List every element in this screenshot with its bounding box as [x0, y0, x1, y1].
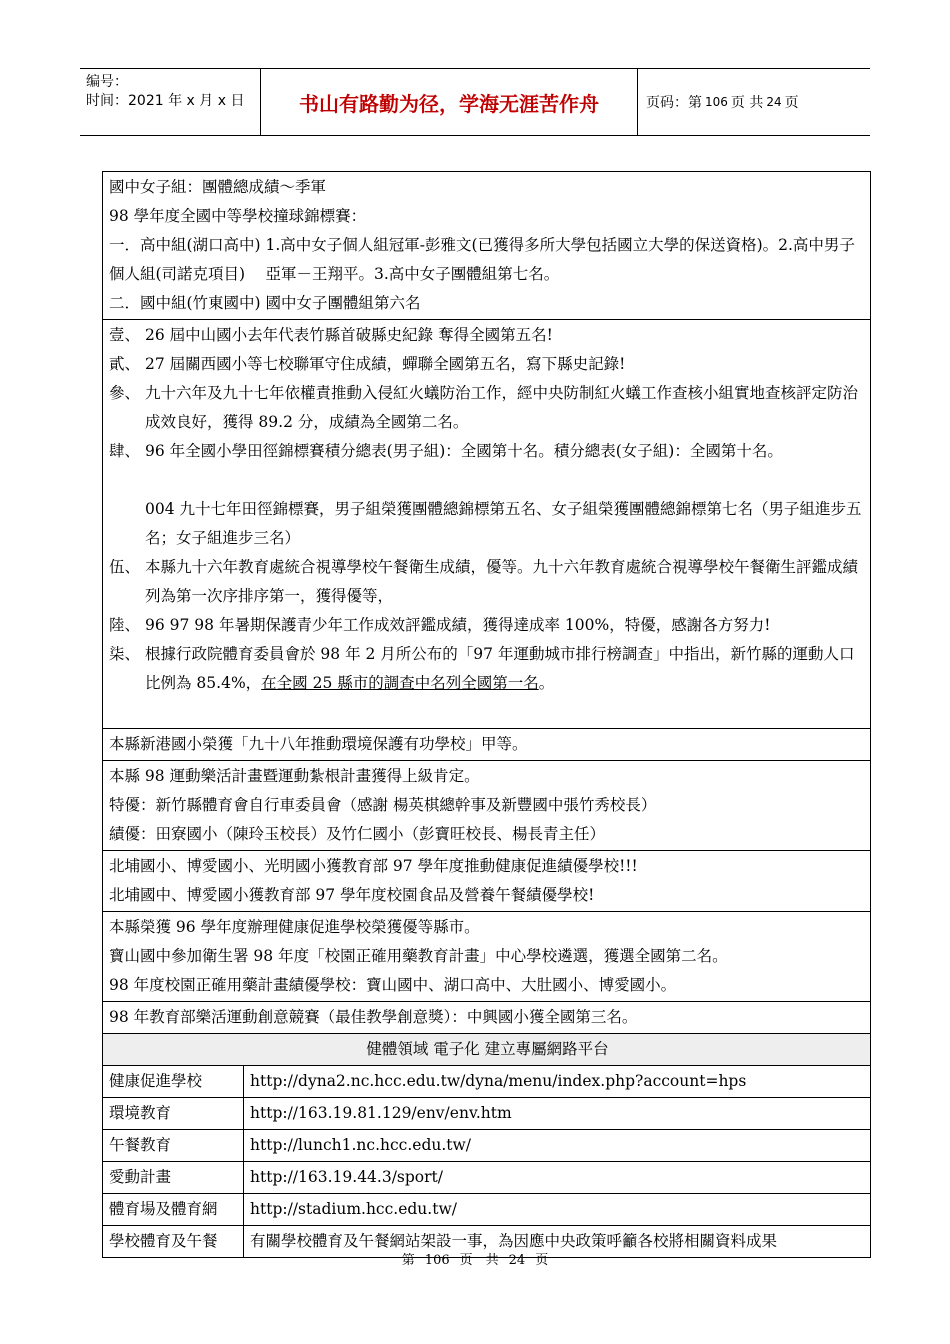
text-line: 寶山國中參加衛生署 98 年度「校園正確用藥教育計畫」中心學校遴選，獲選全國第二名。 [109, 947, 728, 965]
table-row [103, 761, 871, 851]
list-item [109, 350, 866, 379]
item-text: 26 屆中山國小去年代表竹縣首破縣史紀錄 奪得全國第五名! [145, 326, 553, 344]
text-line: 北埔國中、博愛國小獲教育部 97 學年度校園食品及營養午餐績優學校! [109, 886, 595, 904]
item-text-underlined: 在全國 25 縣市的調查中名列全國第一名 [261, 674, 539, 692]
link-label: 健康促進學校 [103, 1066, 244, 1098]
item-marker: 貳、 [109, 355, 141, 373]
item-marker: 壹、 [109, 326, 141, 344]
sports-plan-section [103, 761, 871, 851]
list-item [109, 640, 866, 698]
link-label: 愛動計畫 [103, 1162, 244, 1194]
sub-item-text: 004 九十七年田徑錦標賽，男子組榮獲團體總錦標第五名、女子組榮獲團體總錦標第七名（男子組進步五名；女子組進步三名） [145, 500, 862, 547]
link-url[interactable]: http://dyna2.nc.hcc.edu.tw/dyna/menu/index.php?account=hps [244, 1066, 871, 1098]
footer-page: 106 [424, 1253, 450, 1268]
list-item [109, 437, 866, 466]
footer-mid: 页 共 [459, 1253, 499, 1268]
page-footer [0, 1249, 950, 1268]
table-row [103, 851, 871, 912]
header-meta [80, 69, 260, 135]
link-url[interactable]: http://lunch1.nc.hcc.edu.tw/ [244, 1130, 871, 1162]
spacer [109, 698, 866, 727]
link-row [103, 1162, 871, 1194]
list-item [109, 553, 866, 611]
header-motto: 书山有路勤为径，学海无涯苦作舟 [260, 69, 638, 135]
numbered-achievements [103, 320, 871, 729]
item-text: 96 年全國小學田徑錦標賽積分總表(男子組)：全國第十名。積分總表(女子組)：全國第十名。 [145, 442, 783, 460]
billiards-section [103, 172, 871, 320]
text-line: 二．國中組(竹東國中) 國中女子團體組第六名 [109, 294, 421, 312]
platform-title: 健體領域 電子化 建立專屬網路平台 [103, 1034, 871, 1066]
link-row [103, 1130, 871, 1162]
link-url[interactable]: http://163.19.81.129/env/env.htm [244, 1098, 871, 1130]
item-text [145, 640, 866, 698]
table-row [103, 1034, 871, 1066]
page-suffix: 页 [784, 95, 799, 111]
health-schools-section [103, 851, 871, 912]
text-line: 國中女子組：團體總成績～季軍 [109, 178, 327, 196]
text-line: 特優：新竹縣體育會自行車委員會（感謝 楊英棋總幹事及新豐國中張竹秀校長） [109, 796, 657, 814]
time-label: 时间：2021 年 x 月 x 日 [86, 93, 245, 109]
link-url[interactable]: http://163.19.44.3/sport/ [244, 1162, 871, 1194]
page-prefix: 页码：第 [646, 95, 702, 111]
list-item [109, 321, 866, 350]
link-label: 環境教育 [103, 1098, 244, 1130]
text-line: 本縣 98 運動樂活計畫暨運動紮根計畫獲得上級肯定。 [109, 767, 480, 785]
link-description: 有關學校體育及午餐網站架設一事，為因應中央政策呼籲各校將相關資料成果 [244, 1226, 871, 1258]
table-row [103, 912, 871, 1002]
footer-prefix: 第 [401, 1253, 415, 1268]
list-item [109, 379, 866, 437]
item-marker: 肆、 [109, 442, 141, 460]
health-promotion-section [103, 912, 871, 1002]
item-text: 27 屆關西國小等七校聯軍守住成績，蟬聯全國第五名，寫下縣史記錄! [145, 355, 626, 373]
footer-total: 24 [508, 1253, 526, 1268]
item-marker: 伍、 [109, 558, 141, 576]
page-header [80, 68, 870, 136]
text-line: 本縣榮獲 96 學年度辦理健康促進學校榮獲優等縣市。 [109, 918, 480, 936]
link-row [103, 1066, 871, 1098]
item-marker: 陸、 [109, 616, 141, 634]
achievements-table [102, 171, 871, 1258]
link-url[interactable]: http://stadium.hcc.edu.tw/ [244, 1194, 871, 1226]
item-text-end: 。 [538, 674, 555, 692]
item-text: 九十六年及九十七年依權責推動入侵紅火蟻防治工作，經中央防制紅火蟻工作查核小組實地查核評定防治成效良好，獲得 89.2 分，成績為全國第二名。 [145, 384, 859, 431]
link-row [103, 1098, 871, 1130]
footer-suffix: 页 [535, 1253, 549, 1268]
text-line: 北埔國小、博愛國小、光明國小獲教育部 97 學年度推動健康促進績優學校!!! [109, 857, 638, 875]
list-item [109, 611, 866, 640]
link-label: 體育場及體育網 [103, 1194, 244, 1226]
code-label: 编号： [86, 74, 128, 90]
link-label: 學校體育及午餐 [103, 1226, 244, 1258]
item-text: 本縣九十六年教育處統合視導學校午餐衛生成績，優等。九十六年教育處統合視導學校午餐衛生評鑑成績列為第一次序排序第一，獲得優等， [145, 558, 859, 605]
table-row [103, 320, 871, 729]
text-line: 98 學年度全國中等學校撞球錦標賽： [109, 207, 367, 225]
page-number: 106 [705, 95, 728, 109]
link-label: 午餐教育 [103, 1130, 244, 1162]
link-row [103, 1194, 871, 1226]
item-text: 96 97 98 年暑期保護青少年工作成效評鑑成績，獲得達成率 100%，特優，感謝各方努力! [145, 616, 771, 634]
item-marker: 參、 [109, 384, 141, 402]
text-line: 98 年度校園正確用藥計畫績優學校：寶山國中、湖口高中、大肚國小、博愛國小。 [109, 976, 677, 994]
header-page-info [638, 69, 870, 135]
table-row [103, 1002, 871, 1034]
page-mid: 页 共 [730, 95, 764, 111]
item-text-main: 根據行政院體育委員會於 98 年 2 月所公布的「97 年運動城市排行榜調查」中指出，新竹縣的運動人口比例為 85.4%， [145, 645, 855, 692]
table-row [103, 172, 871, 320]
page-total: 24 [766, 95, 782, 109]
environment-award: 本縣新港國小榮獲「九十八年推動環境保護有功學校」甲等。 [103, 729, 871, 761]
creative-contest: 98 年教育部樂活運動創意競賽（最佳教學創意獎）：中興國小獲全國第三名。 [103, 1002, 871, 1034]
text-line: 一．高中組(湖口高中) 1.高中女子個人組冠軍-彭雅文(已獲得多所大學包括國立大學的保送資格)。2.高中男子個人組(司諾克項目) 亞軍－王翔平。3.高中女子團體組第七名。 [109, 236, 855, 283]
item-marker: 柒、 [109, 645, 141, 663]
spacer [109, 466, 866, 495]
text-line: 績優：田寮國小（陳玲玉校長）及竹仁國小（彭寶旺校長、楊長青主任） [109, 825, 606, 843]
table-row [103, 729, 871, 761]
